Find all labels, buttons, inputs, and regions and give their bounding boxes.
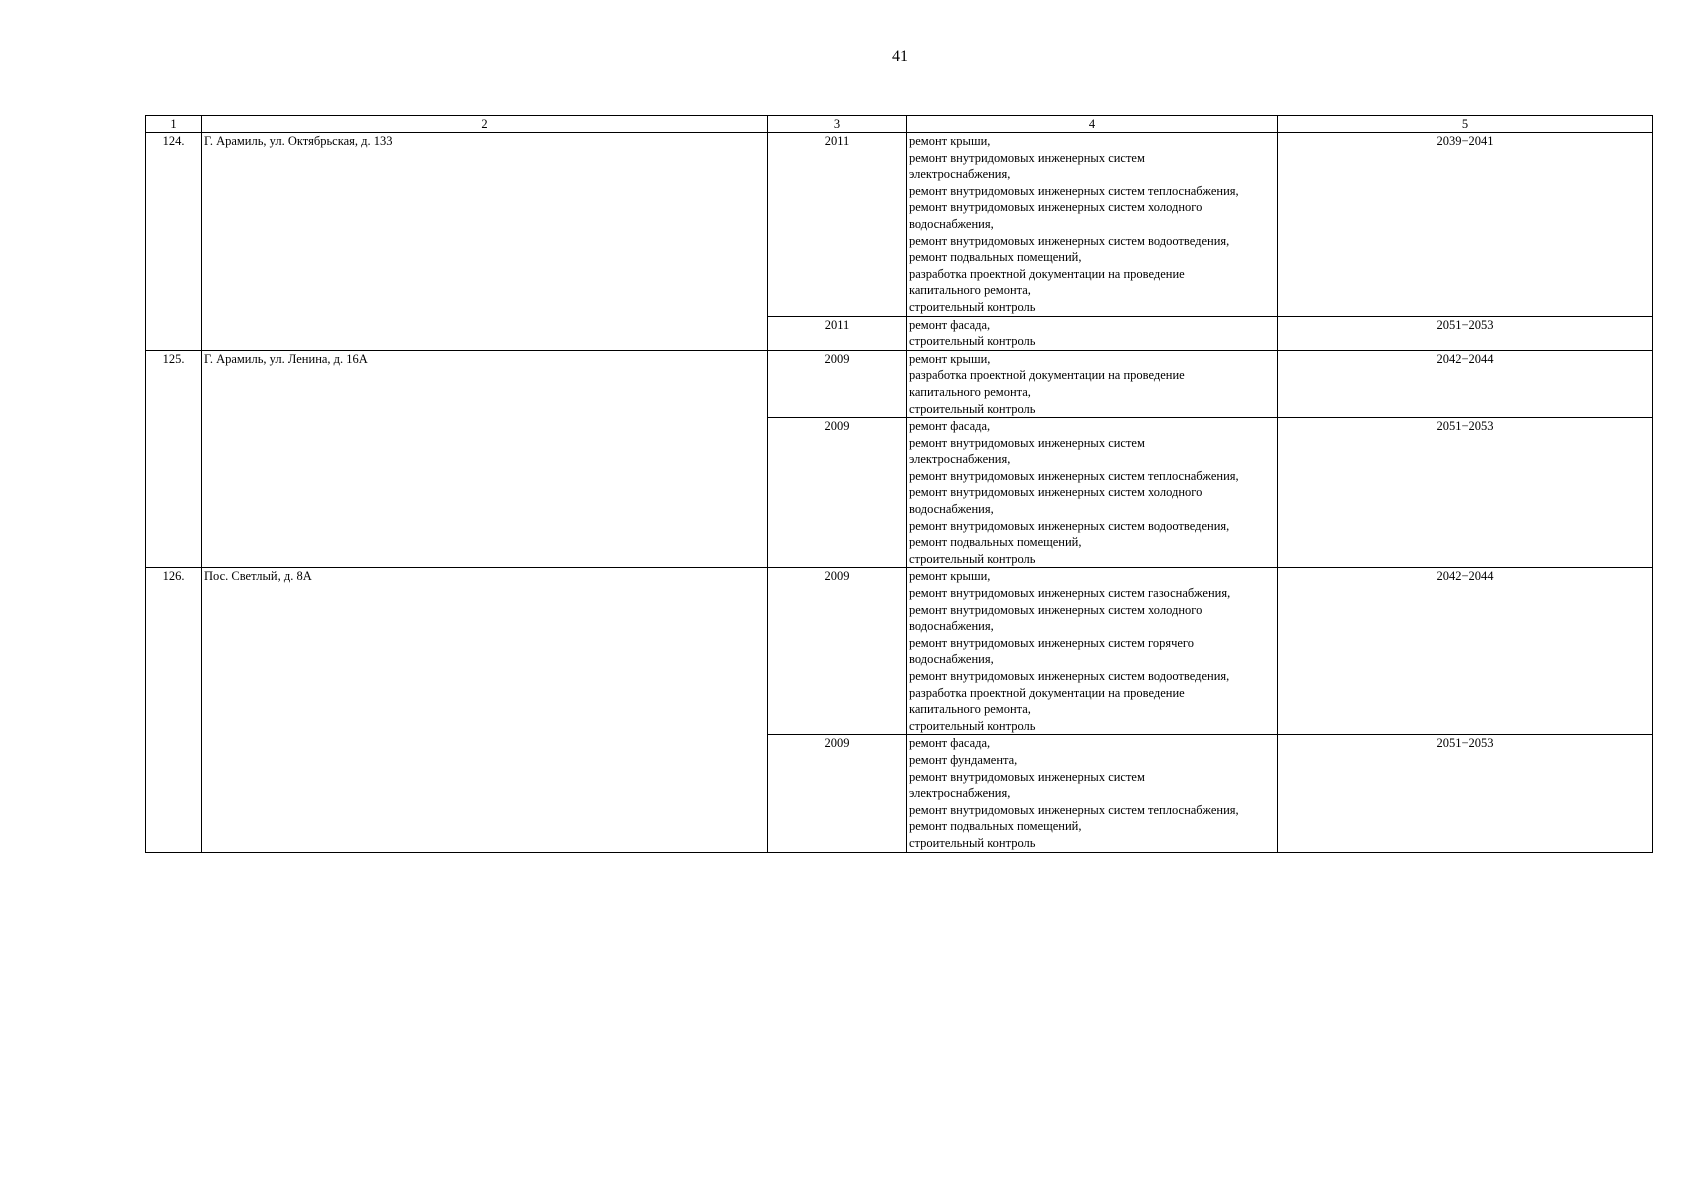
work-item: капитального ремонта, bbox=[909, 702, 1031, 717]
table-body bbox=[146, 133, 1653, 853]
work-item: ремонт внутридомовых инженерных систем горячего bbox=[909, 635, 1194, 650]
row-number: 124. bbox=[146, 133, 202, 351]
building-address: Г. Арамиль, ул. Октябрьская, д. 133 bbox=[202, 133, 768, 351]
work-item: ремонт фундамента, bbox=[909, 752, 1018, 767]
page-number: 41 bbox=[892, 48, 908, 65]
year-cell: 2011 bbox=[768, 316, 907, 350]
period-cell: 2042−2044 bbox=[1278, 568, 1653, 735]
work-item: строительный контроль bbox=[909, 718, 1036, 733]
work-item: строительный контроль bbox=[909, 835, 1036, 850]
work-item: ремонт внутридомовых инженерных систем газоснабжения, bbox=[909, 586, 1231, 601]
work-item: ремонт внутридомовых инженерных систем теплоснабжения, bbox=[909, 468, 1239, 483]
table-row bbox=[146, 133, 1653, 317]
work-item: строительный контроль bbox=[909, 334, 1036, 349]
header-col-4: 4 bbox=[907, 116, 1278, 133]
work-item: капитального ремонта, bbox=[909, 384, 1031, 399]
table-row bbox=[146, 350, 1653, 417]
period-cell: 2051−2053 bbox=[1278, 418, 1653, 568]
header-col-5: 5 bbox=[1278, 116, 1653, 133]
row-number: 126. bbox=[146, 568, 202, 852]
work-item: разработка проектной документации на проведение bbox=[909, 368, 1185, 383]
work-item: ремонт крыши, bbox=[909, 569, 991, 584]
work-item: ремонт внутридомовых инженерных систем bbox=[909, 435, 1145, 450]
work-item: ремонт фасада, bbox=[909, 317, 991, 332]
row-number: 125. bbox=[146, 350, 202, 568]
work-item: электроснабжения, bbox=[909, 167, 1011, 182]
building-address: Пос. Светлый, д. 8А bbox=[202, 568, 768, 852]
work-item: электроснабжения, bbox=[909, 786, 1011, 801]
work-item: водоснабжения, bbox=[909, 502, 994, 517]
work-item: ремонт внутридомовых инженерных систем водоотведения, bbox=[909, 669, 1230, 683]
header-row bbox=[146, 116, 1653, 133]
work-item: строительный контроль bbox=[909, 551, 1036, 566]
work-item: ремонт крыши, bbox=[909, 134, 991, 148]
work-item: ремонт внутридомовых инженерных систем водоотведения, bbox=[909, 518, 1230, 533]
work-item: разработка проектной документации на проведение bbox=[909, 685, 1185, 700]
works-cell bbox=[907, 735, 1278, 852]
works-cell bbox=[907, 316, 1278, 350]
year-cell: 2009 bbox=[768, 418, 907, 568]
header-col-1: 1 bbox=[146, 116, 202, 133]
works-cell bbox=[907, 350, 1278, 417]
period-cell: 2051−2053 bbox=[1278, 735, 1653, 852]
table-row bbox=[146, 568, 1653, 735]
work-item: ремонт фасада, bbox=[909, 419, 991, 434]
work-item: ремонт внутридомовых инженерных систем холодного bbox=[909, 200, 1203, 215]
work-item: ремонт подвальных помещений, bbox=[909, 250, 1082, 265]
year-cell: 2009 bbox=[768, 735, 907, 852]
works-cell bbox=[907, 418, 1278, 568]
work-item: разработка проектной документации на проведение bbox=[909, 266, 1185, 281]
work-item: ремонт внутридомовых инженерных систем холодного bbox=[909, 485, 1203, 500]
work-item: строительный контроль bbox=[909, 401, 1036, 416]
work-item: строительный контроль bbox=[909, 299, 1036, 314]
work-item: ремонт внутридомовых инженерных систем теплоснабжения, bbox=[909, 183, 1239, 198]
work-item: ремонт внутридомовых инженерных систем водоотведения, bbox=[909, 233, 1230, 248]
work-item: ремонт внутридомовых инженерных систем теплоснабжения, bbox=[909, 802, 1239, 817]
period-cell: 2039−2041 bbox=[1278, 133, 1653, 317]
work-item: ремонт подвальных помещений, bbox=[909, 535, 1082, 550]
year-cell: 2011 bbox=[768, 133, 907, 317]
work-item: ремонт фасада, bbox=[909, 736, 991, 751]
works-cell bbox=[907, 568, 1278, 735]
work-item: ремонт внутридомовых инженерных систем bbox=[909, 769, 1145, 784]
work-item: водоснабжения, bbox=[909, 652, 994, 667]
work-item: водоснабжения, bbox=[909, 619, 994, 634]
work-item: водоснабжения, bbox=[909, 216, 994, 231]
work-item: ремонт внутридомовых инженерных систем холодного bbox=[909, 602, 1203, 617]
work-item: ремонт внутридомовых инженерных систем bbox=[909, 150, 1145, 165]
work-item: ремонт крыши, bbox=[909, 351, 991, 366]
repair-schedule-table bbox=[145, 115, 1653, 853]
period-cell: 2042−2044 bbox=[1278, 350, 1653, 417]
header-col-2: 2 bbox=[202, 116, 768, 133]
works-cell bbox=[907, 133, 1278, 317]
building-address: Г. Арамиль, ул. Ленина, д. 16А bbox=[202, 350, 768, 568]
work-item: капитального ремонта, bbox=[909, 283, 1031, 298]
year-cell: 2009 bbox=[768, 568, 907, 735]
period-cell: 2051−2053 bbox=[1278, 316, 1653, 350]
header-col-3: 3 bbox=[768, 116, 907, 133]
work-item: электроснабжения, bbox=[909, 452, 1011, 467]
year-cell: 2009 bbox=[768, 350, 907, 417]
work-item: ремонт подвальных помещений, bbox=[909, 819, 1082, 834]
